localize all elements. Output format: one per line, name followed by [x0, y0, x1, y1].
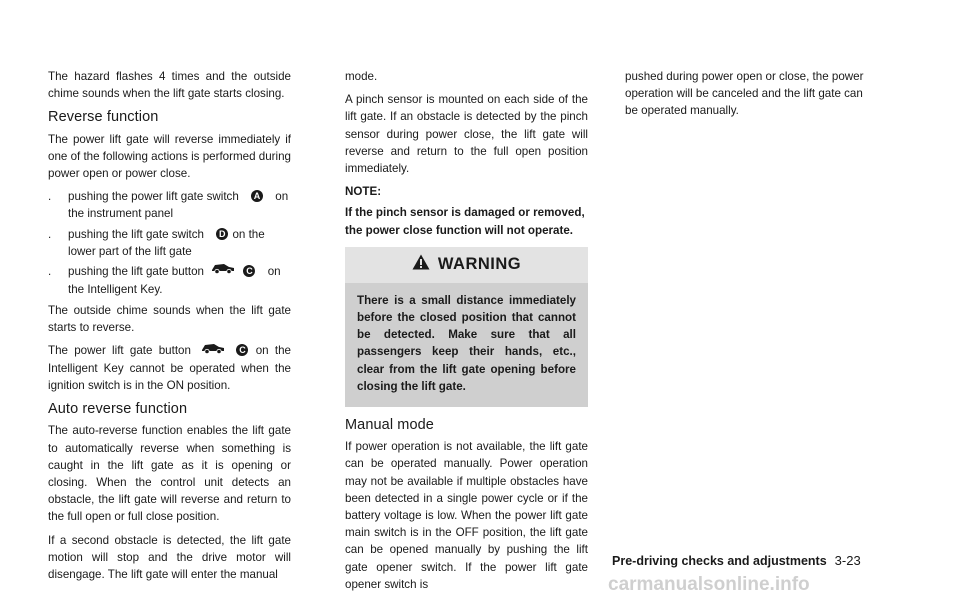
- callout-d-icon: D: [216, 228, 228, 240]
- warning-triangle-icon: [412, 254, 430, 275]
- bullet-dot: .: [48, 227, 52, 241]
- bullet-dot: .: [48, 265, 52, 279]
- paragraph-text: on the Intelligent Key cannot be operated when the ignition switch is in the ON position.: [48, 344, 291, 392]
- list-item-text: pushing the lift gate switch: [68, 227, 204, 241]
- list-item-text: pushing the power lift gate switch: [68, 190, 239, 204]
- paragraph-manual-mode: If power operation is not available, the lift gate can be operated manually. Power operation may not be available if multiple obstacles have been detected in a single power cycle or if the battery voltage is low. When the power lift gate main switch is in the OFF position, the lift gate can be opened manually by pushing the lift gate opener switch. If the power lift gate opener switch is: [345, 440, 588, 591]
- paragraph-pinch-sensor: A pinch sensor is mounted on each side of the lift gate. If an obstacle is detected by the pinch sensor during power close, the lift gate will reverse and return to the full open position immediately.: [345, 93, 588, 176]
- list-item-text: on the Intelligent Key.: [68, 265, 281, 296]
- paragraph-auto-reverse: The auto-reverse function enables the lift gate to automatically reverse when something is caught in the lift gate as it is opening or closing. When the control unit detects an obstacle, the lift gate will reverse and return to the full open or full close position.: [48, 424, 291, 524]
- warning-title: WARNING: [437, 255, 522, 274]
- list-item: [48, 263, 291, 298]
- warning-body: There is a small distance immediately before the closed position that cannot be detected. Make sure that all passengers keep their hands, etc., clear from the lift gate opening before closing the lift gate.: [345, 283, 588, 407]
- reverse-actions-list: [48, 188, 291, 298]
- paragraph-chime: The outside chime sounds when the lift gate starts to reverse.: [48, 303, 291, 334]
- paragraph-second-obstacle: If a second obstacle is detected, the lift gate motion will stop and the drive motor will disengage. The lift gate will enter the manual: [48, 533, 291, 581]
- paragraph-reverse-intro: The power lift gate will reverse immediately if one of the following actions is performed during power open or power close.: [48, 132, 291, 181]
- paragraph-button: [48, 342, 291, 394]
- paragraph-mode: mode.: [345, 70, 378, 83]
- warning-header: [345, 247, 588, 283]
- column-middle: [345, 68, 588, 599]
- list-item-text: pushing the lift gate button: [68, 265, 205, 279]
- page-footer: [612, 553, 861, 568]
- heading-manual-mode: Manual mode: [345, 417, 434, 434]
- column-left: [48, 68, 291, 589]
- heading-reverse-function: Reverse function: [48, 109, 159, 126]
- column-right: [625, 68, 868, 126]
- paragraph-continued: pushed during power open or close, the power operation will be canceled and the lift gate can be operated manually.: [625, 70, 864, 118]
- page-number: 3-23: [834, 553, 861, 568]
- heading-auto-reverse: Auto reverse function: [48, 401, 188, 418]
- list-item: [48, 226, 291, 260]
- callout-a-icon: A: [251, 190, 263, 202]
- note-label: NOTE:: [345, 185, 382, 199]
- paragraph-hazard: The hazard flashes 4 times and the outside chime sounds when the lift gate starts closing.: [48, 70, 291, 101]
- note-text: If the pinch sensor is damaged or removed, the power close function will not operate.: [345, 206, 585, 237]
- car-lift-gate-icon: [211, 262, 235, 279]
- watermark: carmanualsonline.info: [608, 574, 810, 595]
- callout-c-icon: C: [243, 265, 255, 277]
- paragraph-text: The power lift gate button: [48, 344, 191, 358]
- list-item-text: on the lower part of the lift gate: [68, 227, 265, 258]
- callout-c-icon: C: [236, 344, 248, 356]
- list-item-text: on the instrument panel: [68, 190, 289, 221]
- list-item: [48, 188, 291, 222]
- car-lift-gate-icon: [201, 342, 225, 359]
- footer-section-title: Pre-driving checks and adjustments: [612, 554, 827, 568]
- bullet-dot: .: [48, 190, 52, 204]
